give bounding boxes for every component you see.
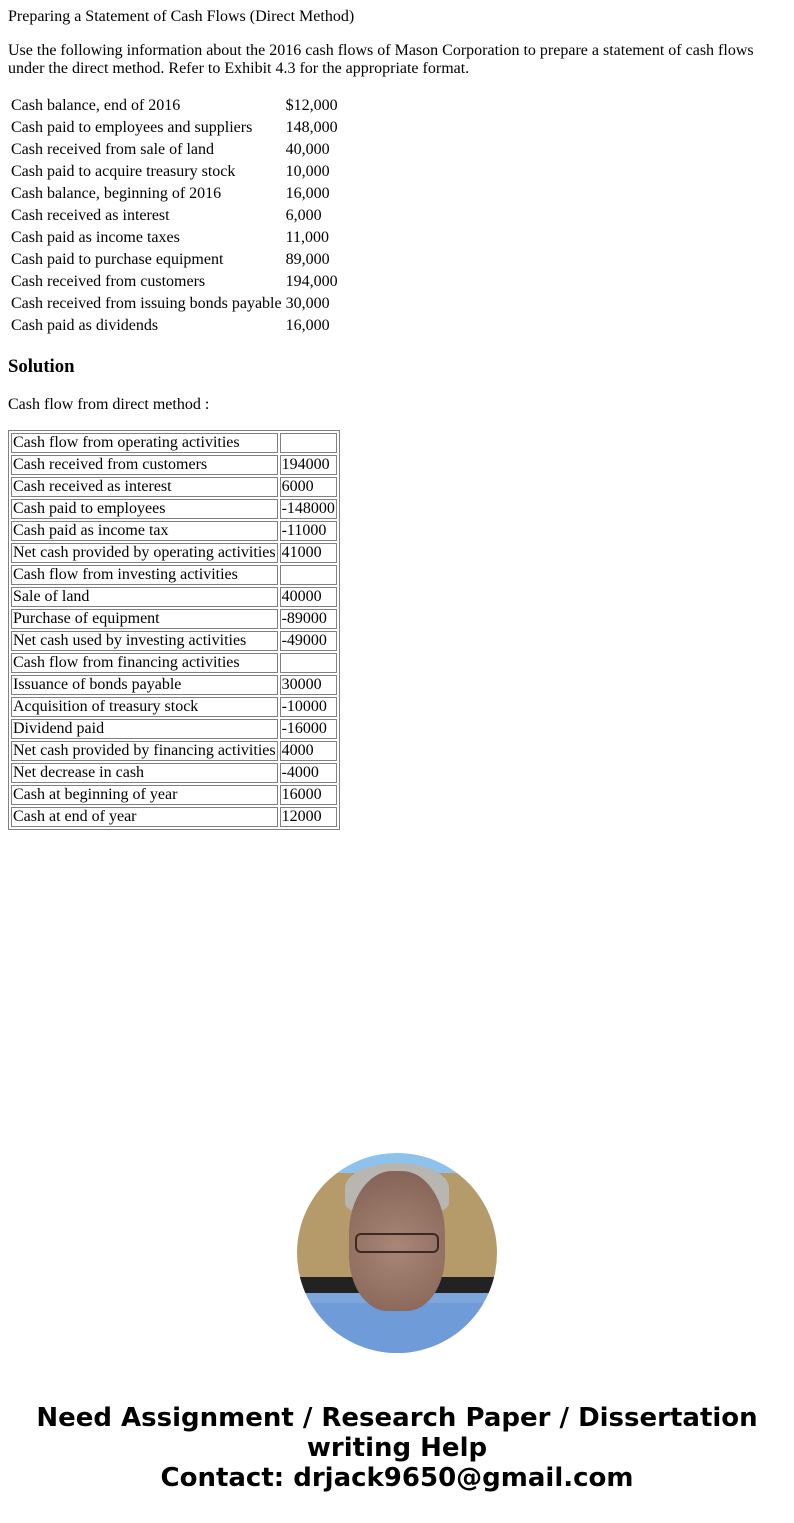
given-row-value: 40,000 [285, 141, 330, 158]
table-row-value: 6000 [280, 477, 337, 497]
given-row-value: 6,000 [285, 207, 322, 224]
table-row-label: Net cash used by investing activities [11, 631, 278, 651]
table-row-label: Cash flow from operating activities [11, 433, 278, 453]
promo-footer [0, 1403, 794, 1493]
table-row-label: Cash flow from financing activities [11, 653, 278, 673]
solution-heading: Solution [8, 356, 75, 377]
given-row-label: Cash received as interest [11, 207, 170, 224]
solution-lead: Cash flow from direct method : [8, 396, 210, 413]
table-row [11, 609, 337, 629]
given-row [10, 140, 339, 160]
table-row-label: Cash received from customers [11, 455, 278, 475]
table-row-value: 16000 [280, 785, 337, 805]
question-text: Use the following information about the 2016 cash flows of Mason Corporation to prepare a statement of cash flows under the direct method. Refer to Exhibit 4.3 for the appropriate format. [8, 42, 754, 77]
author-photo [297, 1153, 497, 1353]
given-row-value: 11,000 [285, 229, 330, 246]
table-row [11, 675, 337, 695]
given-row-value: 148,000 [285, 119, 338, 136]
given-row-value: $12,000 [285, 97, 338, 114]
table-row-value [280, 565, 337, 585]
table-row-label: Cash paid as income tax [11, 521, 278, 541]
table-row-value: -148000 [281, 500, 335, 517]
table-row [11, 521, 337, 541]
table-row-label: Cash at beginning of year [11, 785, 278, 805]
table-row-value [280, 653, 337, 673]
given-row-value: 30,000 [285, 295, 330, 312]
table-row-label: Cash at end of year [11, 807, 278, 827]
table-row [11, 807, 337, 827]
table-row [11, 565, 337, 585]
table-row [11, 653, 337, 673]
promo-line: Need Assignment / Research Paper / Dissertation writing Help [36, 1403, 758, 1463]
given-data-table [8, 94, 341, 338]
table-row-value: 4000 [280, 741, 337, 761]
table-row [11, 763, 337, 783]
given-row-value: 89,000 [285, 251, 330, 268]
table-row-value: -49000 [280, 631, 337, 651]
table-row [11, 719, 337, 739]
given-row-label: Cash paid to acquire treasury stock [11, 163, 236, 180]
table-row [11, 455, 337, 475]
table-row-value [280, 433, 337, 453]
given-row-label: Cash balance, beginning of 2016 [11, 185, 222, 202]
table-row [11, 785, 337, 805]
table-row-value: 41000 [280, 543, 337, 563]
table-row-label: Purchase of equipment [11, 609, 278, 629]
given-row-value: 194,000 [285, 273, 338, 290]
table-row-value: -10000 [280, 697, 337, 717]
cash-flow-table [8, 430, 340, 830]
contact-line: Contact: drjack9650@gmail.com [160, 1463, 634, 1493]
given-row [10, 316, 339, 336]
given-row [10, 162, 339, 182]
table-row-value: 40000 [280, 587, 337, 607]
given-row [10, 228, 339, 248]
given-row-value: 16,000 [285, 317, 330, 334]
given-row [10, 250, 339, 270]
table-row-label: Cash paid to employees [11, 499, 278, 519]
given-row [10, 206, 339, 226]
given-row-label: Cash paid as dividends [11, 317, 159, 334]
table-row-label: Net cash provided by operating activities [13, 544, 276, 561]
table-row [11, 477, 337, 497]
table-row-label: Cash flow from investing activities [11, 565, 278, 585]
table-row [11, 433, 337, 453]
table-row-label: Acquisition of treasury stock [11, 697, 278, 717]
given-row-label: Cash received from issuing bonds payable [11, 295, 282, 312]
given-row-value: 10,000 [285, 163, 330, 180]
given-row-label: Cash paid to employees and suppliers [11, 119, 253, 136]
given-row [10, 118, 339, 138]
table-row [11, 631, 337, 651]
question-title: Preparing a Statement of Cash Flows (Direct Method) [8, 8, 355, 25]
table-row-value: -89000 [280, 609, 337, 629]
table-row [11, 499, 337, 519]
table-row-label: Cash received as interest [11, 477, 278, 497]
table-row-label: Dividend paid [11, 719, 278, 739]
table-row-value: -16000 [280, 719, 337, 739]
table-row-label: Issuance of bonds payable [11, 675, 278, 695]
given-row [10, 96, 339, 116]
table-row-label: Net cash provided by financing activities [13, 742, 276, 759]
given-row [10, 272, 339, 292]
table-row-label: Sale of land [11, 587, 278, 607]
table-row-value: -11000 [280, 521, 337, 541]
given-row-label: Cash balance, end of 2016 [11, 97, 181, 114]
table-row [11, 697, 337, 717]
given-row [10, 184, 339, 204]
given-row [10, 294, 339, 314]
table-row [11, 587, 337, 607]
table-row-value: 194000 [280, 455, 337, 475]
table-row [11, 741, 337, 761]
given-row-label: Cash paid to purchase equipment [11, 251, 224, 268]
given-row-value: 16,000 [285, 185, 330, 202]
table-row-value: 12000 [280, 807, 337, 827]
given-row-label: Cash received from sale of land [11, 141, 215, 158]
table-row-value: -4000 [280, 763, 337, 783]
table-row [11, 543, 337, 563]
table-row-value: 30000 [280, 675, 337, 695]
given-row-label: Cash received from customers [11, 273, 206, 290]
given-row-label: Cash paid as income taxes [11, 229, 180, 246]
table-row-label: Net decrease in cash [11, 763, 278, 783]
